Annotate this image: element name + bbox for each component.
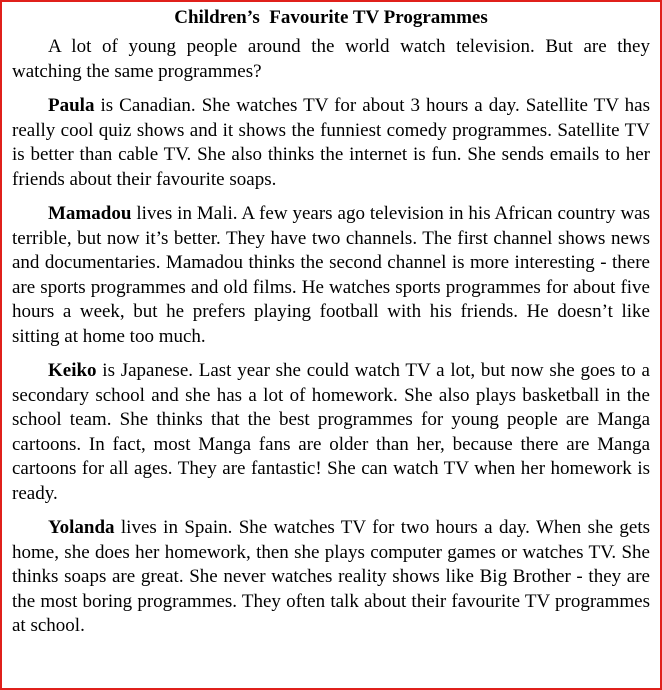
document-title: Children’s Favourite TV Programmes — [174, 7, 488, 28]
person-name-paula: Paula — [48, 95, 95, 116]
person-name-keiko: Keiko — [48, 360, 97, 381]
paragraph-keiko — [12, 359, 650, 506]
paragraph-yolanda — [12, 516, 650, 639]
intro-paragraph: A lot of young people around the world watch television. But are they watching the same programmes? — [12, 36, 650, 82]
paragraph-paula — [12, 94, 650, 192]
person-name-yolanda: Yolanda — [48, 517, 115, 538]
paragraph-text-keiko: is Japanese. Last year she could watch TV a lot, but now she goes to a secondary school and she has a lot of homework. She also plays basketball in the school team. She thinks that the best programmes for young people are Manga cartoons. In fact, most Manga fans are older than her, because there are Manga cartoons for all ages. They are fantastic! She can watch TV when her homework is ready. — [12, 360, 650, 504]
person-name-mamadou: Mamadou — [48, 203, 132, 224]
paragraph-text-paula: is Canadian. She watches TV for about 3 hours a day. Satellite TV has really cool quiz shows and it shows the funniest comedy programmes. Satellite TV is better than cable TV. She also thinks the internet is fun. She sends emails to her friends about their favourite soaps. — [12, 95, 650, 190]
paragraph-mamadou — [12, 202, 650, 349]
paragraph-text-yolanda: lives in Spain. She watches TV for two hours a day. When she gets home, she does her homework, then she plays computer games or watches TV. She thinks soaps are great. She never watches reality shows like Big Brother - they are the most boring programmes. They often talk about their favourite TV programmes at school. — [12, 517, 650, 636]
paragraph-text-mamadou: lives in Mali. A few years ago television in his African country was terrible, but now it’s better. They have two channels. The first channel shows news and documentaries. Mamadou thinks the second channel is more interesting - there are sports programmes and old films. He watches sports programmes for about five hours a week, but he prefers playing football with his friends. He doesn’t like sitting at home too much. — [12, 203, 650, 347]
